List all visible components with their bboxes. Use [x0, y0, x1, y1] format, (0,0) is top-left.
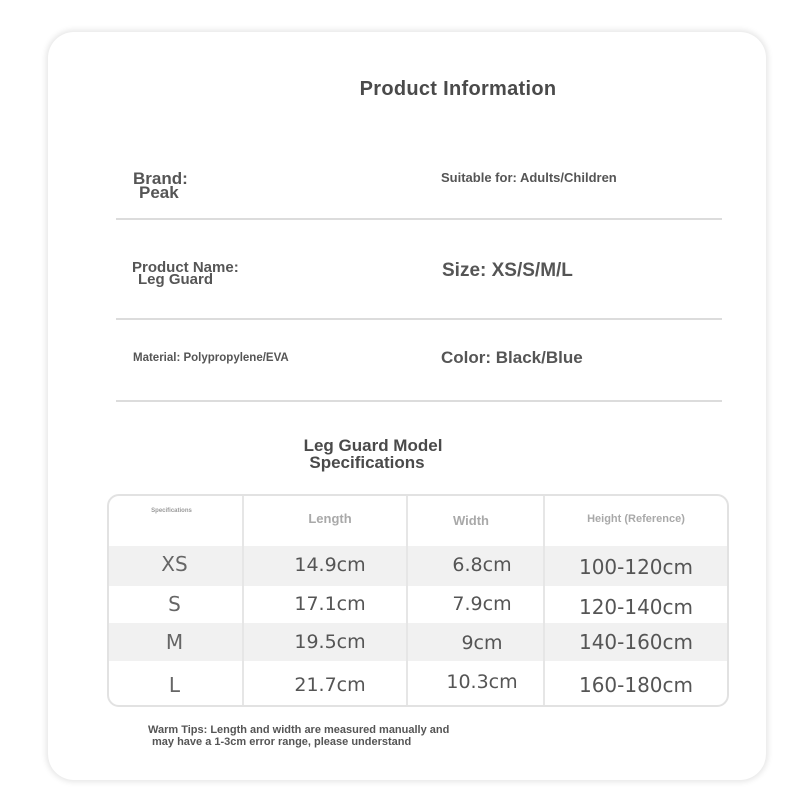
- product-name-label: Product Name:: [132, 259, 239, 276]
- suitable-for: Suitable for: Adults/Children: [441, 170, 617, 185]
- cell-width: 6.8cm: [452, 554, 512, 576]
- cell-length: 21.7cm: [294, 674, 366, 696]
- cell-width: 9cm: [461, 632, 503, 654]
- page-title: Product Information: [359, 78, 557, 100]
- table-title: [258, 437, 488, 471]
- divider: [116, 400, 722, 402]
- header-specifications: Specifications: [151, 508, 192, 514]
- cell-size: M: [165, 630, 184, 654]
- header-height: Height (Reference): [587, 513, 685, 525]
- header-width: Width: [453, 513, 489, 528]
- material-info: Material: Polypropylene/EVA: [133, 352, 289, 364]
- cell-size: XS: [161, 552, 188, 576]
- color-info: Color: Black/Blue: [441, 348, 583, 367]
- warm-tips: [148, 724, 449, 748]
- warm-tips-line2: may have a 1-3cm error range, please understand: [152, 736, 412, 748]
- size-info: Size: XS/S/M/L: [442, 260, 573, 281]
- brand-value: Peak: [139, 183, 179, 202]
- column-divider: [242, 496, 244, 705]
- table-title-line2: Specifications: [309, 453, 425, 472]
- spec-table: [107, 494, 729, 707]
- cell-height: 160-180cm: [578, 673, 694, 697]
- cell-height: 140-160cm: [578, 630, 694, 654]
- cell-width: 10.3cm: [446, 671, 518, 693]
- divider: [116, 218, 722, 220]
- cell-width: 7.9cm: [452, 593, 512, 615]
- cell-length: 17.1cm: [294, 593, 366, 615]
- warm-tips-line1: Warm Tips: Length and width are measured manually and: [148, 724, 450, 736]
- divider: [116, 318, 722, 320]
- header-length: Length: [308, 511, 352, 526]
- cell-length: 19.5cm: [294, 631, 366, 653]
- brand-label: Brand:: [133, 169, 188, 188]
- cell-height: 120-140cm: [578, 595, 694, 619]
- cell-height: 100-120cm: [578, 555, 694, 579]
- cell-size: S: [168, 592, 181, 616]
- cell-size: L: [168, 673, 181, 697]
- cell-length: 14.9cm: [294, 554, 366, 576]
- product-name-value: Leg Guard: [138, 271, 214, 288]
- table-title-line1: Leg Guard Model: [303, 436, 443, 455]
